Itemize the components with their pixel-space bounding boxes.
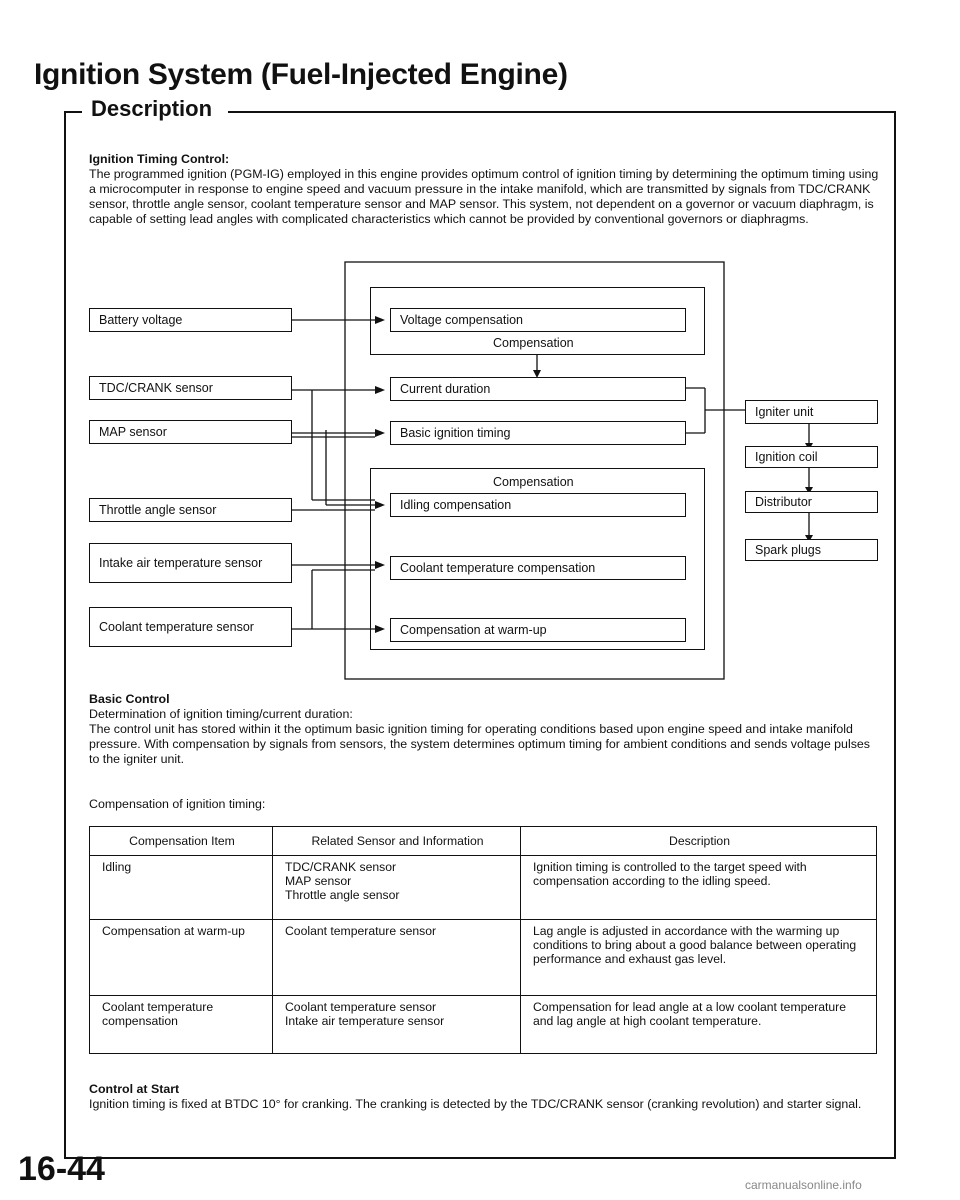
basic-control-heading: Basic Control [89,692,170,706]
input-map-sensor: MAP sensor [89,420,292,444]
output-spark-plugs: Spark plugs [745,539,878,561]
output-ignition-coil: Ignition coil [745,446,878,468]
control-at-start-body: Ignition timing is fixed at BTDC 10° for cranking. The cranking is detected by the TDC/CRANK sensor (cranking revolution) and starter signal. [89,1097,862,1111]
input-tdc-crank-sensor: TDC/CRANK sensor [89,376,292,400]
compensation-label-top: Compensation [493,336,574,350]
table-cell-sensor: Coolant temperature sensor [273,920,521,996]
proc-coolant-temp-compensation: Coolant temperature compensation [390,556,686,580]
proc-idling-compensation: Idling compensation [390,493,686,517]
table-row [90,996,877,1054]
table-cell-item: Idling [90,856,273,920]
input-throttle-angle-sensor: Throttle angle sensor [89,498,292,522]
proc-current-duration: Current duration [390,377,686,401]
page-title: Ignition System (Fuel-Injected Engine) [34,58,568,91]
table-cell-item: Coolant temperature compensation [90,996,273,1054]
input-coolant-temp-sensor: Coolant temperature sensor [89,607,292,647]
table-header: Description [521,827,877,856]
table-cell-description: Lag angle is adjusted in accordance with the warming up conditions to bring about a good balance between operating performance and exhaust gas level. [521,920,877,996]
table-cell-description: Compensation for lead angle at a low coolant temperature and lag angle at high coolant temperature. [521,996,877,1054]
output-distributor: Distributor [745,491,878,513]
proc-basic-ignition-timing: Basic ignition timing [390,421,686,445]
table-cell-sensor: TDC/CRANK sensor MAP sensor Throttle angle sensor [273,856,521,920]
table-cell-sensor: Coolant temperature sensor Intake air temperature sensor [273,996,521,1054]
table-header: Related Sensor and Information [273,827,521,856]
output-igniter-unit: Igniter unit [745,400,878,424]
table-header-row [90,827,877,856]
input-intake-air-temp-sensor: Intake air temperature sensor [89,543,292,583]
control-at-start-heading: Control at Start [89,1082,180,1096]
timing-control-body: The programmed ignition (PGM-IG) employed in this engine provides optimum control of ignition timing by determining the optimum timing using a microcomputer in response to engine speed and vacuum pressure in the intake manifold, which are transmitted by signals from TDC/CRANK sensor, throttle angle sensor, coolant temperature sensor and MAP sensor. This system, not dependent on a governor or vacuum diaphragm, is capable of setting lead angles with complicated characteristics which cannot be provided by conventional governors or diaphragms. [89,167,879,226]
proc-compensation-warm-up: Compensation at warm-up [390,618,686,642]
basic-control-paragraph [89,692,879,767]
watermark: carmanualsonline.info [745,1178,862,1192]
proc-voltage-compensation: Voltage compensation [390,308,686,332]
table-row [90,856,877,920]
control-at-start-paragraph [89,1082,879,1112]
section-title: Description [91,96,213,121]
table-cell-item: Compensation at warm-up [90,920,273,996]
compensation-table [89,826,877,1054]
compensation-intro: Compensation of ignition timing: [89,797,266,811]
table-header: Compensation Item [90,827,273,856]
timing-control-heading: Ignition Timing Control: [89,152,230,166]
basic-control-body: The control unit has stored within it the optimum basic ignition timing for operating conditions based upon engine speed and intake manifold pressure. With compensation by signals from sensors, the system determines optimum timing for ambient conditions and sends voltage pulses to the igniter unit. [89,722,870,766]
page-number: 16-44 [18,1150,105,1188]
input-battery-voltage: Battery voltage [89,308,292,332]
table-row [90,920,877,996]
table-cell-description: Ignition timing is controlled to the target speed with compensation according to the idling speed. [521,856,877,920]
compensation-label-bottom: Compensation [493,475,574,489]
basic-control-subheading: Determination of ignition timing/current duration: [89,707,353,721]
